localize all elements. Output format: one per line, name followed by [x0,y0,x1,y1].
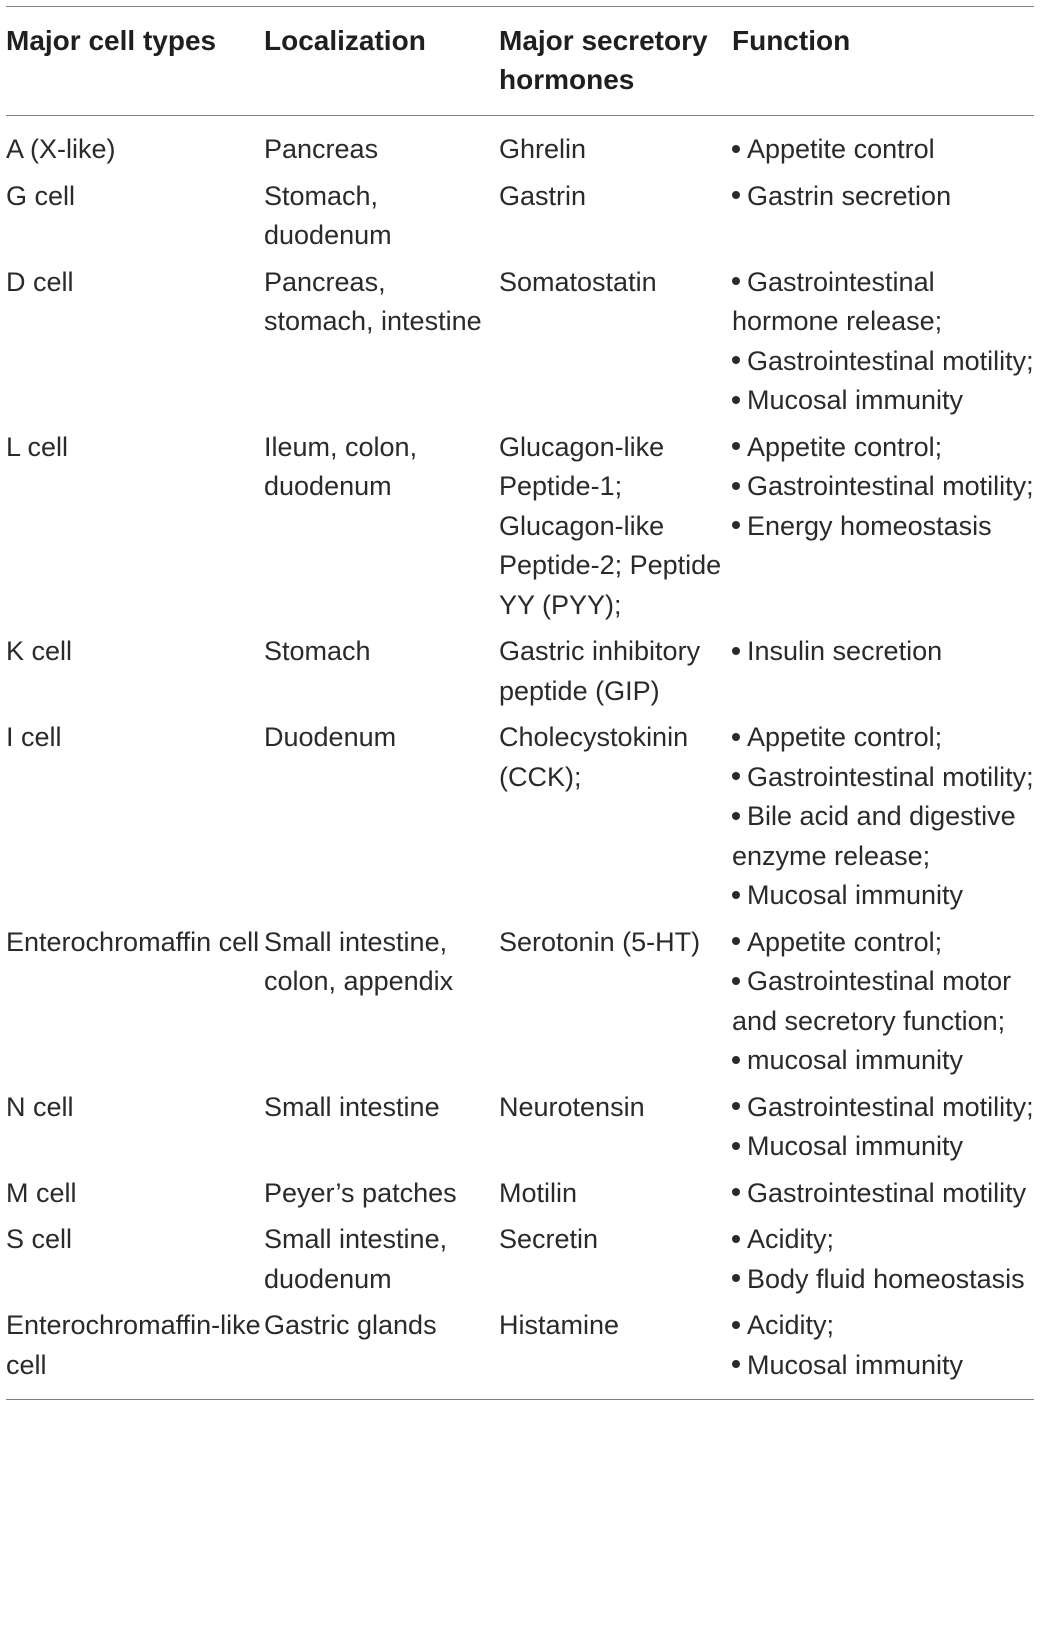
bullet-icon [732,891,740,899]
bullet-icon [732,977,740,985]
header-cell-types: Major cell types [6,25,217,56]
localization-cell: Duodenum [264,722,397,752]
table-row [6,177,1034,263]
function-item [732,758,1034,798]
function-text: Gastrointestinal motor and secretory function; [732,966,1012,1036]
bullet-icon [732,396,740,404]
function-cell [732,263,1034,428]
function-text: Gastrointestinal motility; [747,761,1034,792]
function-item [732,1260,1034,1300]
bullet-icon [732,812,740,820]
function-text: Mucosal immunity [747,385,964,415]
function-item [732,1306,1034,1346]
function-text: Acidity; [747,1224,835,1254]
bullet-icon [732,191,740,199]
hormone-cell: Gastrin [499,180,587,211]
table-row [6,1088,1034,1174]
bullet-icon [732,647,740,655]
cell-type-cell: Enterochromaffin cell [6,926,260,957]
function-cell [732,632,1034,718]
function-item [732,1346,1034,1386]
bullet-icon [732,442,740,450]
bullet-icon [732,1360,740,1368]
function-item [732,428,1034,468]
function-item [732,507,1034,547]
header-row [6,7,1034,115]
table-row [6,632,1034,718]
header-hormones: Major secretory hormones [499,25,708,95]
bullet-icon [732,772,740,780]
cell-type-cell: N cell [6,1091,74,1122]
function-cell [732,718,1034,923]
hormone-cell: Cholecystokinin (CCK); [499,722,689,792]
bullet-icon [732,1321,740,1329]
function-cell [732,1174,1034,1221]
bullet-icon [732,1056,740,1064]
cell-type-cell: K cell [6,636,73,666]
hormone-cell: Serotonin (5-HT) [499,926,701,957]
function-text: Gastrointestinal motility; [747,1091,1034,1122]
header-localization: Localization [264,25,426,56]
bullet-icon [732,733,740,741]
function-text: Gastrin secretion [747,180,952,211]
function-item [732,962,1034,1041]
function-item [732,177,1034,217]
function-text: Mucosal immunity [747,1131,964,1161]
header-function: Function [732,25,851,56]
function-item [732,381,1034,421]
cell-type-cell: I cell [6,722,62,752]
hormone-cell: Histamine [499,1310,620,1340]
localization-cell: Small intestine [264,1091,440,1122]
bullet-icon [732,1188,740,1196]
function-text: Mucosal immunity [747,880,964,910]
localization-cell: Pancreas, stomach, intestine [264,266,482,336]
table-body [6,115,1034,1399]
function-text: Appetite control; [747,722,943,752]
localization-cell: Small intestine, duodenum [264,1224,448,1294]
function-text: mucosal immunity [747,1045,964,1075]
localization-cell: Ileum, colon, duodenum [264,431,418,501]
bullet-icon [732,937,740,945]
function-item [732,467,1034,507]
table-row [6,263,1034,428]
hormone-cell: Ghrelin [499,134,587,164]
localization-cell: Stomach, duodenum [264,180,392,250]
localization-cell: Stomach [264,636,371,666]
hormone-cell: Secretin [499,1224,599,1254]
function-text: Gastrointestinal motility; [747,345,1034,376]
function-text: Mucosal immunity [747,1349,964,1380]
hormone-cell: Somatostatin [499,266,657,297]
bullet-icon [732,1274,740,1282]
function-item [732,718,1034,758]
function-cell [732,428,1034,633]
localization-cell: Small intestine, colon, appendix [264,926,454,996]
function-item [732,1127,1034,1167]
function-item [732,1220,1034,1260]
function-text: Insulin secretion [747,636,943,666]
hormone-cell: Glucagon-like Peptide-1; Glucagon-like Peptide-2; Peptide YY (PYY); [499,431,722,620]
table-row [6,718,1034,923]
hormone-cell: Gastric inhibitory peptide (GIP) [499,636,701,706]
cell-type-cell: Enterochromaffin-like cell [6,1310,261,1380]
function-item [732,263,1034,342]
function-text: Appetite control; [747,926,943,957]
hormone-table [6,7,1034,1399]
cell-type-cell: L cell [6,431,69,462]
cell-type-cell: D cell [6,266,74,297]
function-item [732,632,1034,672]
bullet-icon [732,482,740,490]
function-text: Body fluid homeostasis [747,1263,1025,1294]
table-row [6,1306,1034,1399]
function-text: Energy homeostasis [747,510,992,541]
function-text: Bile acid and digestive enzyme release; [732,801,1016,871]
cell-type-cell: S cell [6,1224,73,1254]
function-item [732,1088,1034,1128]
bullet-icon [732,277,740,285]
function-text: Gastrointestinal motility; [747,471,1034,501]
table-row [6,1220,1034,1306]
function-cell [732,1306,1034,1399]
localization-cell: Peyer’s patches [264,1177,457,1208]
function-cell [732,177,1034,263]
table-row [6,923,1034,1088]
function-cell [732,1088,1034,1174]
function-item [732,1041,1034,1081]
table-row [6,115,1034,177]
bullet-icon [732,1102,740,1110]
function-text: Gastrointestinal hormone release; [732,266,943,336]
function-item [732,342,1034,382]
bullet-icon [732,1142,740,1150]
bullet-icon [732,521,740,529]
function-item [732,797,1034,876]
hormone-table-container [6,6,1034,1400]
bottom-rule [6,1399,1034,1400]
function-item [732,876,1034,916]
cell-type-cell: A (X-like) [6,134,116,164]
function-text: Acidity; [747,1310,835,1340]
cell-type-cell: M cell [6,1177,77,1208]
bullet-icon [732,356,740,364]
hormone-cell: Motilin [499,1177,578,1208]
function-text: Appetite control [747,134,935,164]
cell-type-cell: G cell [6,180,76,211]
function-text: Gastrointestinal motility [747,1177,1027,1208]
bullet-icon [732,1235,740,1243]
bullet-icon [732,145,740,153]
hormone-cell: Neurotensin [499,1091,645,1122]
function-cell [732,923,1034,1088]
localization-cell: Gastric glands [264,1310,437,1340]
localization-cell: Pancreas [264,134,379,164]
header-rule [6,115,1034,116]
table-row [6,428,1034,633]
function-item [732,130,1034,170]
function-item [732,923,1034,963]
function-cell [732,1220,1034,1306]
table-row [6,1174,1034,1221]
function-text: Appetite control; [747,431,943,462]
function-cell [732,115,1034,177]
function-item [732,1174,1034,1214]
